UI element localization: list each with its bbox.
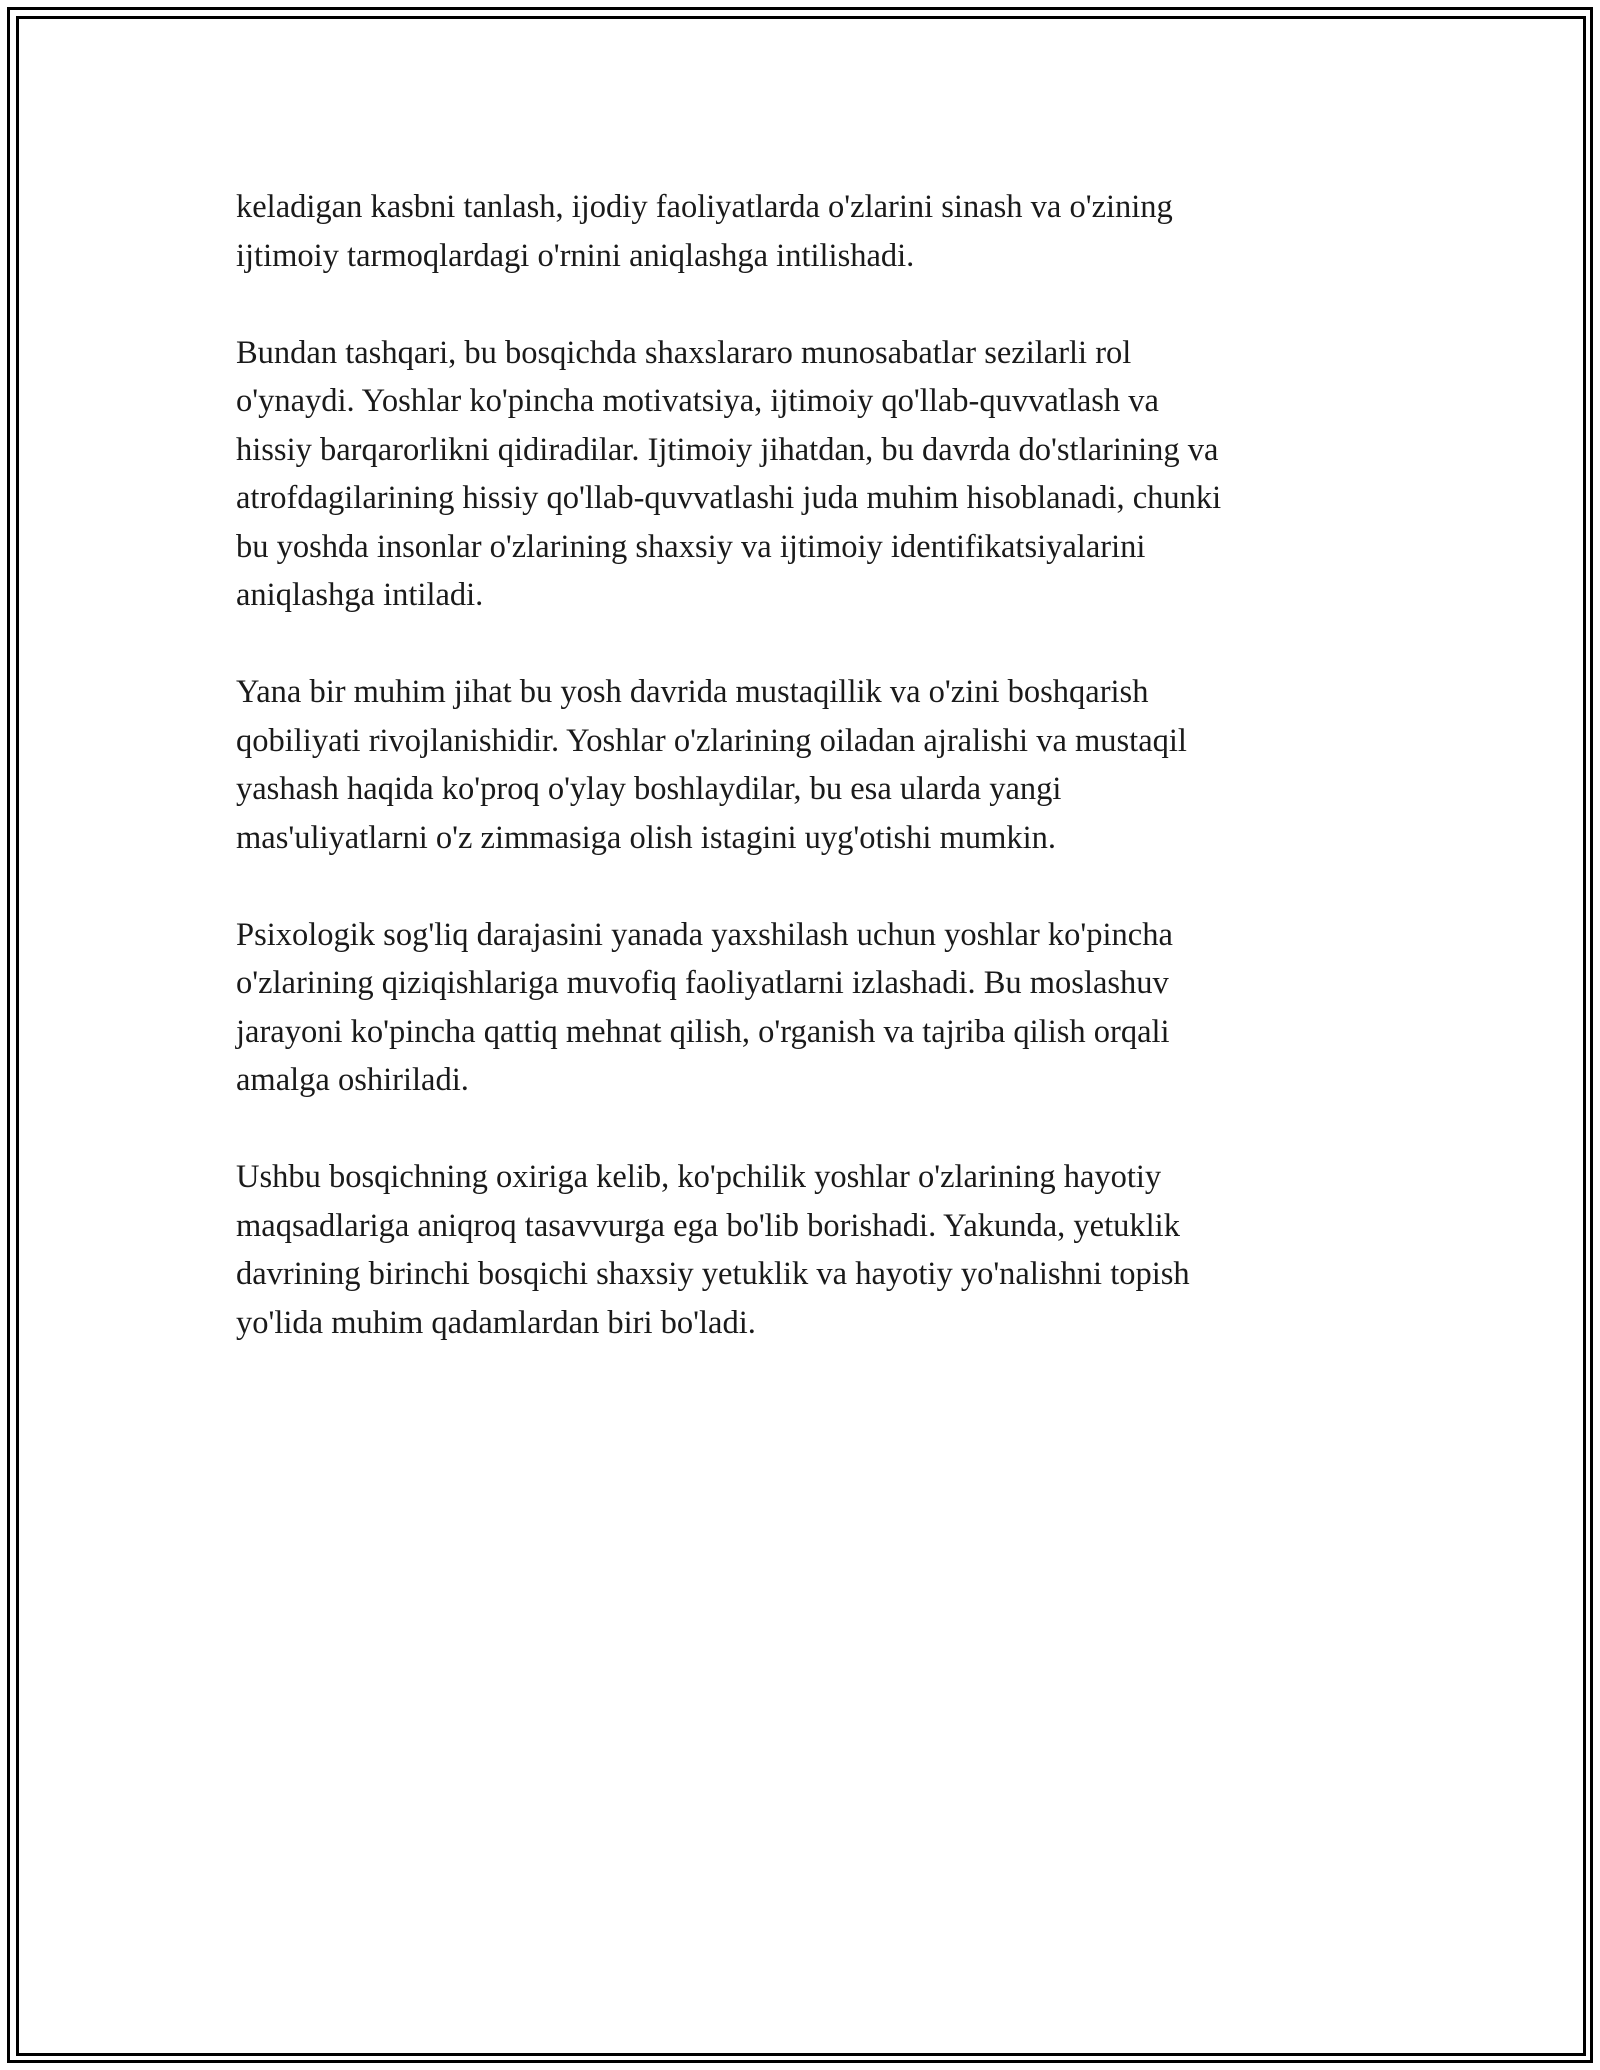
paragraph-3: Yana bir muhim jihat bu yosh davrida mustaqillik va o'zini boshqarish qobiliyati rivojlanishidir. Yoshlar o'zlarining oiladan ajralishi va mustaqil yashash haqida ko'proq o'ylay boshlaydilar, bu esa ularda yangi mas'uliyatlarni o'z zimmasiga olish istagini uyg'otishi mumkin. [236, 674, 1187, 856]
paragraph-5: Ushbu bosqichning oxiriga kelib, ko'pchilik yoshlar o'zlarining hayotiy maqsadlariga aniqroq tasavvurga ega bo'lib borishadi. Yakunda, yetuklik davrining birinchi bosqichi shaxsiy yetuklik va hayotiy yo'nalishni topish yo'lida muhim qadamlardan biri bo'ladi. [236, 1159, 1190, 1341]
paragraph-2: Bundan tashqari, bu bosqichda shaxslararo munosabatlar sezilarli rol o'ynaydi. Yoshlar ko'pincha motivatsiya, ijtimoiy qo'llab-quvvatlash va hissiy barqarorlikni qidiradilar. Ijtimoiy jihatdan, bu davrda do'stlarining va atrofdagilarining hissiy qo'llab-quvvatlashi juda muhim hisoblanadi, chunki bu yoshda insonlar o'zlarining shaxsiy va ijtimoiy identifikatsiyalarini aniqlashga intiladi. [236, 334, 1222, 613]
paragraph-4: Psixologik sog'liq darajasini yanada yaxshilash uchun yoshlar ko'pincha o'zlarining qiziqishlariga muvofiq faoliyatlarni izlashadi. Bu moslashuv jarayoni ko'pincha qattiq mehnat qilish, o'rganish va tajriba qilish orqali amalga oshiriladi. [236, 916, 1173, 1098]
document-body [236, 183, 1356, 1396]
paragraph-1: keladigan kasbni tanlash, ijodiy faoliyatlarda o'zlarini sinash va o'zining ijtimoiy tarmoqlardagi o'rnini aniqlashga intilishadi. [236, 189, 1173, 274]
